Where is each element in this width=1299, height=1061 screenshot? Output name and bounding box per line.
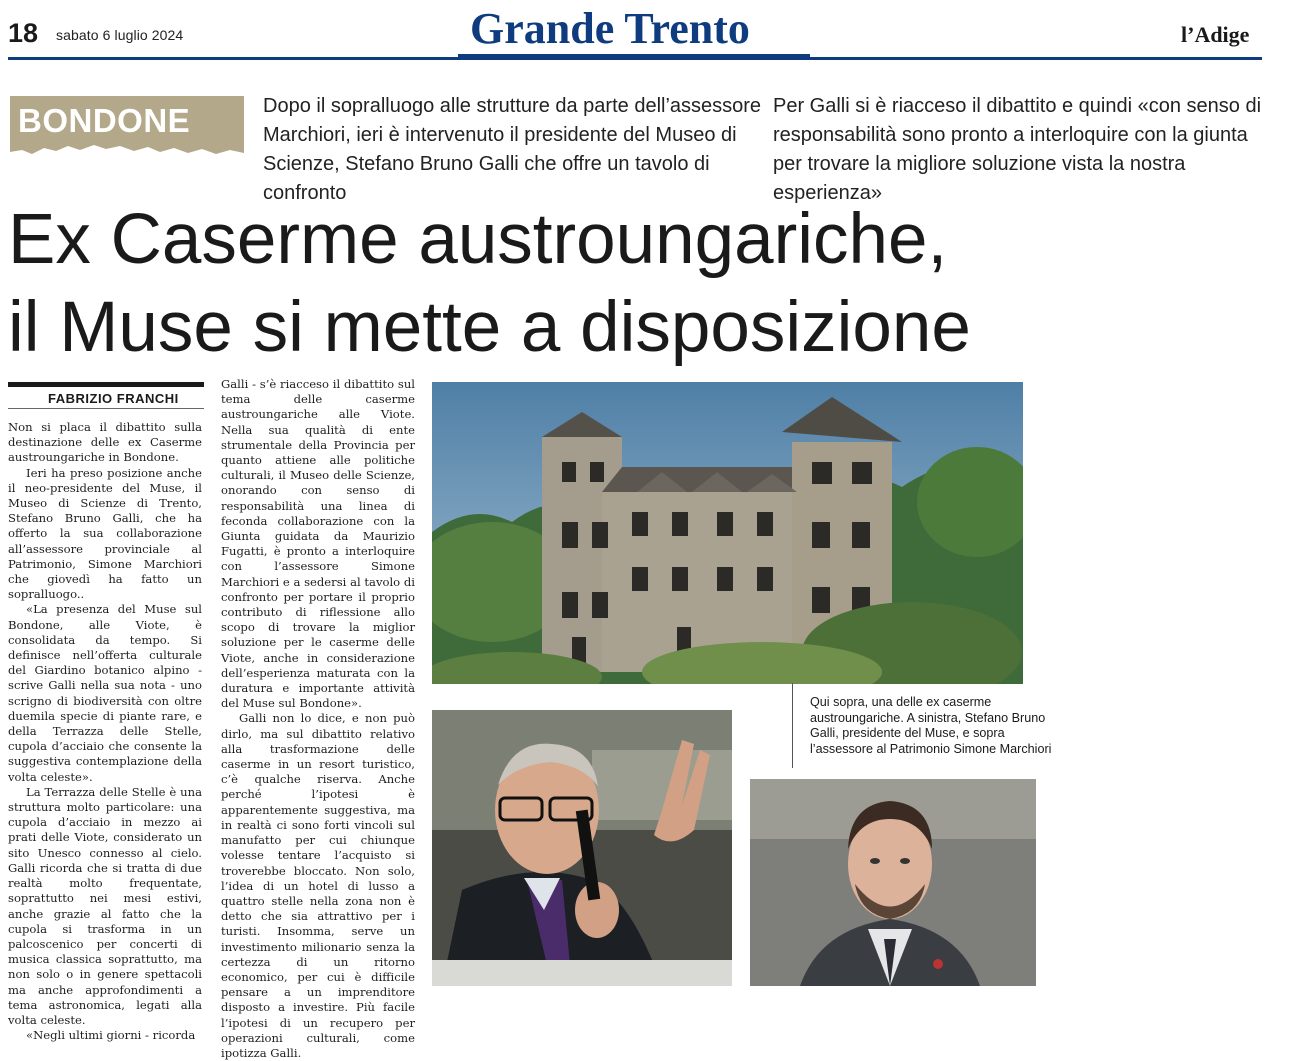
marchiori-illustration <box>750 779 1036 986</box>
photo-caption: Qui sopra, una delle ex caserme austroungariche. A sinistra, Stefano Bruno Galli, presidente del Muse, e sopra l’assessore al Patrimonio Simone Marchiori <box>810 695 1052 756</box>
header-rule-left <box>8 57 458 60</box>
headline-line-2: il Muse si mette a disposizione <box>8 288 971 367</box>
kicker-label: BONDONE <box>18 102 191 139</box>
paragraph: «Negli ultimi giorni - ricorda <box>26 1028 196 1043</box>
byline-rule <box>8 382 204 387</box>
kicker-box <box>10 96 244 174</box>
barracks-photo <box>432 382 1023 684</box>
header-rule-right <box>810 57 1262 60</box>
byline: FABRIZIO FRANCHI <box>48 391 179 406</box>
page-number: 18 <box>8 18 39 48</box>
issue-date: sabato 6 luglio 2024 <box>56 27 184 43</box>
paragraph: «La presenza del Muse sul Bondone, alle Viote, è consolidata da tempo. Si definisce nell’offerta culturale del Giardino botanico alpino - scrive Galli nella sua nota - uno scrigno di biodiversità con oltre duemila specie di piante rare, e della Terrazza delle Stelle, cupola d’acciaio che consente la suggestiva contemplazione della volta celeste». <box>8 602 202 784</box>
subhead-left: Dopo il sopralluogo alle strutture da parte dell’assessore Marchiori, ieri è intervenuto il presidente del Museo di Scienze, Stefano Bruno Galli che offre un tavolo di confronto <box>263 95 762 204</box>
paragraph: Galli - s’è riacceso il dibattito sul tema delle caserme austroungariche alle Viote. Nella sua qualità di ente strumentale della Provincia per quanto attiene alle politiche culturali, il Museo delle Scienze, onorando con senso di responsabilità una linea di feconda collaborazione con la Giunta guidata da Maurizio Fugatti, è pronto a interloquire con l’assessore Simone Marchiori e a sedersi al tavolo di confronto per portare il proprio contributo di riflessione allo scopo di trovare la miglior soluzione per le caserme delle Viote, anche in considerazione dell’esperienza maturata con la duratura e importante attività del Muse sul Bondone». <box>221 377 415 711</box>
caption-rule <box>792 683 793 768</box>
paragraph: La Terrazza delle Stelle è una struttura molto particolare: una cupola d’acciaio in mezzo ai prati delle Viote, considerato un sito Unesco connesso al cielo. Galli ricorda che si tratta di due realtà molto frequentate, soprattutto nei mesi estivi, anche grazie al fatto che la cupola si trasforma in un palcoscenico per concerti di musica classica soprattutto, ma non solo o in genere spettacoli ma anche approfondimenti a tema astronomica, legati alla volta celeste. <box>8 784 202 1027</box>
section-title: Grande Trento <box>470 4 750 53</box>
article-column-2 <box>221 377 415 1061</box>
paragraph: Galli non lo dice, e non può dirlo, ma sul dibattito relativo alla trasformazione delle caserme in un resort turistico, c’è qualche riserva. Anche perché l’ipotesi è apparentemente suggestiva, ma in realtà ci sono forti vincoli sul manufatto per cui chiunque volesse tentare l’acquisto si troverebbe bloccato. Non solo, l’idea di un hotel di lusso a quattro stelle nella zona non è detto che sia attrattivo per i turisti. Insomma, serve un investimento milionario senza la certezza di un ritorno economico, per cui è difficile pensare a un imprenditore disposto a investire. Più facile l’ipotesi di un recupero per operazioni culturali, come ipotizza Galli. <box>221 711 415 1060</box>
paragraph: Non si placa il dibattito sulla destinazione delle ex Caserme austroungariche in Bondone. <box>8 420 202 465</box>
newspaper-name: l’Adige <box>1181 22 1250 47</box>
article-column-1 <box>8 420 202 1043</box>
barracks-illustration <box>432 382 1023 684</box>
galli-illustration <box>432 710 732 986</box>
subhead-right: Per Galli si è riacceso il dibattito e quindi «con senso di responsabilità sono pronto a interloquire con la giunta per trovare la migliore soluzione vista la nostra esperienza» <box>773 95 1262 204</box>
header-rule-center <box>458 54 810 60</box>
headline-line-1: Ex Caserme austroungariche, <box>8 200 948 279</box>
marchiori-portrait-photo <box>750 779 1036 986</box>
galli-portrait-photo <box>432 710 732 986</box>
byline-underline <box>8 408 204 409</box>
paragraph: Ieri ha preso posizione anche il neo-presidente del Muse, il Museo di Scienze di Trento, Stefano Bruno Galli, che ha offerto la sua collaborazione all’assessore provinciale al Patrimonio, Simone Marchiori che giovedì ha fatto un sopralluogo.. <box>8 465 202 602</box>
